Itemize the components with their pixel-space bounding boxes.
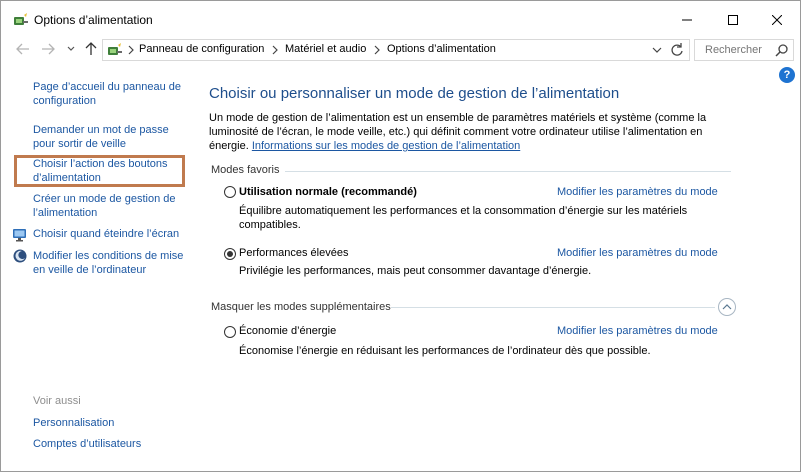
help-button[interactable]: ? [779, 67, 795, 83]
power-plans-info-link[interactable]: Informations sur les modes de gestion de l’alimentation [251, 140, 521, 152]
page-description [209, 111, 729, 153]
search-box[interactable] [694, 39, 794, 61]
see-also-heading: Voir aussi [33, 395, 81, 407]
balanced-plan-settings-link[interactable]: Modifier les paramètres du mode [557, 186, 718, 198]
chevron-right-icon [373, 44, 381, 56]
window-title: Options d’alimentation [34, 13, 153, 27]
address-bar[interactable] [102, 39, 690, 61]
user-accounts-link[interactable]: Comptes d’utilisateurs [33, 438, 142, 450]
balanced-plan-description: Équilibre automatiquement les performances et la consommation d’énergie sur les matériels compatibles. [239, 205, 688, 231]
recent-locations-button[interactable] [63, 41, 79, 57]
power-buttons-action-link[interactable]: Choisir l’action des boutons d’alimentation [33, 158, 168, 184]
high-performance-plan-name[interactable]: Performances élevées [239, 247, 349, 259]
up-button[interactable] [83, 41, 99, 57]
personalization-link[interactable]: Personnalisation [33, 417, 115, 429]
power-saver-plan-name[interactable]: Économie d’énergie [239, 325, 337, 337]
chevron-down-icon[interactable] [651, 44, 663, 56]
minimize-button[interactable] [664, 7, 710, 33]
sleep-moon-icon [12, 248, 28, 264]
favorites-divider [285, 171, 731, 172]
extra-plans-group-label: Masquer les modes supplémentaires [211, 301, 391, 313]
close-icon [772, 15, 782, 25]
search-input[interactable] [695, 40, 773, 60]
high-performance-plan-radio[interactable] [224, 248, 236, 260]
minimize-icon [682, 15, 692, 25]
refresh-icon[interactable] [669, 42, 685, 58]
turn-off-display-link[interactable]: Choisir quand éteindre l’écran [33, 228, 180, 240]
search-icon[interactable] [775, 43, 789, 57]
arrow-left-icon [16, 43, 30, 55]
balanced-plan-name[interactable]: Utilisation normale (recommandé) [239, 186, 417, 198]
high-performance-plan-description: Privilégie les performances, mais peut consommer davantage d’énergie. [239, 265, 592, 277]
arrow-up-icon [85, 42, 97, 56]
control-panel-icon [107, 42, 123, 58]
forward-button[interactable] [40, 41, 56, 57]
power-saver-plan-settings-link[interactable]: Modifier les paramètres du mode [557, 325, 718, 337]
collapse-extra-plans-button[interactable] [718, 298, 736, 316]
title-bar [1, 1, 800, 37]
high-performance-plan-settings-link[interactable]: Modifier les paramètres du mode [557, 247, 718, 259]
extra-plans-divider [391, 307, 715, 308]
power-options-icon [13, 12, 29, 28]
create-power-plan-link[interactable]: Créer un mode de gestion de l’alimentation [33, 193, 176, 219]
close-button[interactable] [754, 7, 800, 33]
page-title: Choisir ou personnaliser un mode de gestion de l’alimentation [209, 85, 620, 102]
chevron-down-icon [67, 46, 75, 52]
description-text: Un mode de gestion de l’alimentation est un ensemble de paramètres matériels et système (comme la luminosité de l’écran, le mode veille, etc.) qui définit comment votre ordinateur utilise l’alimentation en énergie. [209, 112, 707, 152]
favorites-group-label: Modes favoris [211, 164, 280, 176]
breadcrumb-hardware-sound[interactable]: Matériel et audio [285, 43, 367, 55]
breadcrumb-control-panel[interactable]: Panneau de configuration [139, 43, 265, 55]
control-panel-home-link[interactable]: Page d’accueil du panneau de configuration [33, 81, 182, 107]
arrow-right-icon [41, 43, 55, 55]
change-sleep-link[interactable]: Modifier les conditions de mise en veille de l’ordinateur [33, 250, 184, 276]
power-saver-plan-radio[interactable] [224, 326, 236, 338]
balanced-plan-radio[interactable] [224, 186, 236, 198]
power-saver-plan-description: Économise l’énergie en réduisant les performances de l’ordinateur dès que possible. [239, 345, 651, 357]
display-timer-icon [12, 227, 28, 243]
maximize-icon [728, 15, 738, 25]
maximize-button[interactable] [710, 7, 756, 33]
chevron-up-icon [722, 304, 732, 310]
require-password-link[interactable]: Demander un mot de passe pour sortir de veille [33, 124, 169, 150]
chevron-right-icon [127, 44, 135, 56]
breadcrumb-power-options[interactable]: Options d’alimentation [387, 43, 496, 55]
highlight-annotation [14, 155, 185, 187]
chevron-right-icon [271, 44, 279, 56]
back-button[interactable] [15, 41, 31, 57]
